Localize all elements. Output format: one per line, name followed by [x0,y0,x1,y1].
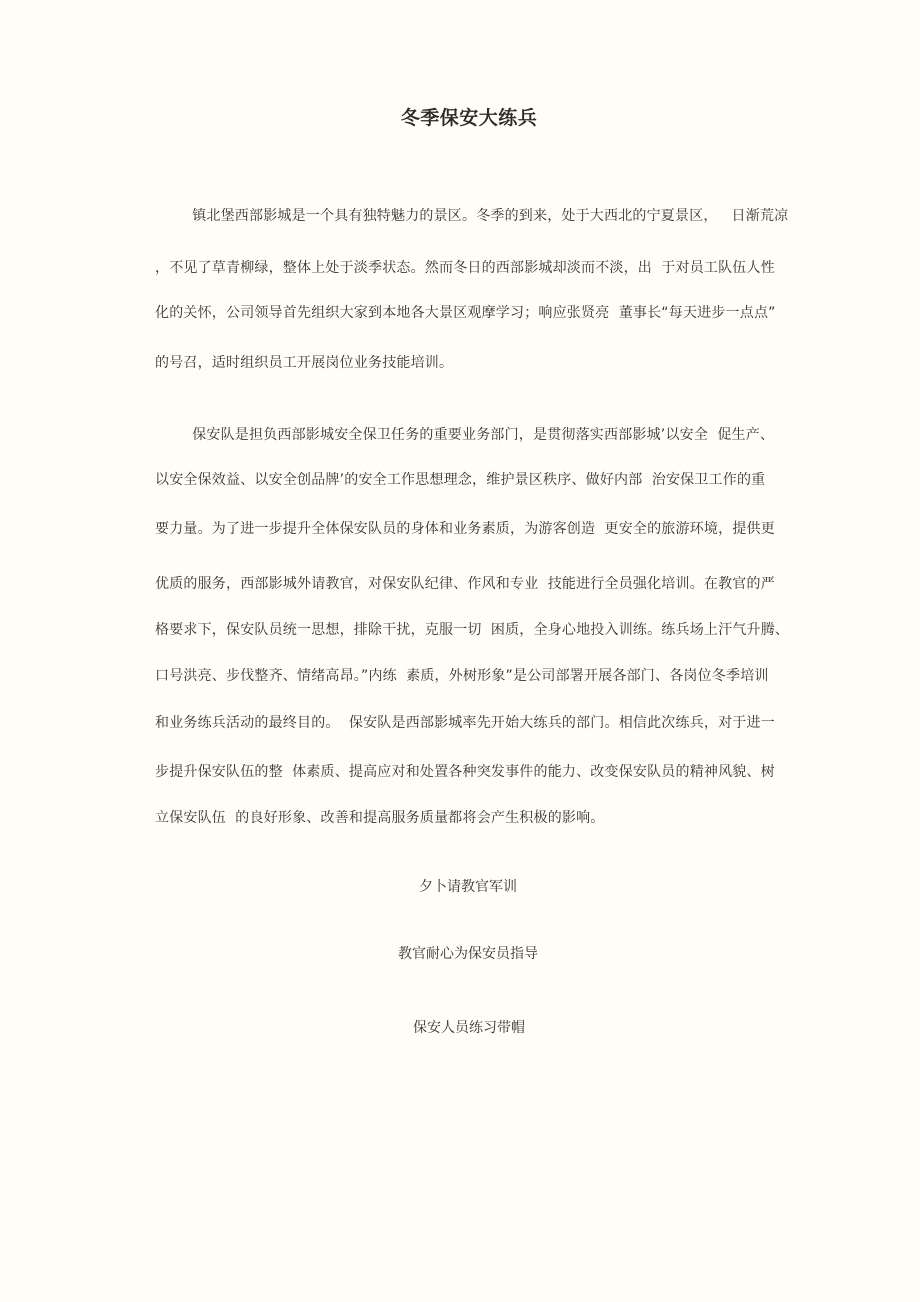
photo-caption-military-training: 夕卜请教官军训 [419,879,517,895]
paragraph-1-line-1: 镇北堡西部影城是一个具有独特魅力的景区。冬季的到来，处于大西北的宁夏景区， 日渐荒凉 [155,208,789,224]
paragraph-2-line-6: 口号洪亮、步伐整齐、情绪高昂。”内练 素质，外树形象”是公司部署开展各部门、各岗位冬季培训 [155,668,769,684]
paragraph-2-line-4: 优质的服务，西部影城外请教官，对保安队纪律、作风和专业 技能进行全员强化培训。在教官的严 [155,576,775,592]
paragraph-2-line-8: 步提升保安队伍的整 体素质、提高应对和处置各种突发事件的能力、改变保安队员的精神风貌、树 [155,764,775,780]
paragraph-2-line-1: 保安队是担负西部影城安全保卫任务的重要业务部门，是贯彻落实西部影城’以安全 促生产、 [155,427,775,443]
page-title: 冬季保安大练兵 [400,107,538,129]
paragraph-2-line-7: 和业务练兵活动的最终目的。 保安队是西部影城率先开始大练兵的部门。相信此次练兵，对于进一 [155,715,775,731]
paragraph-1-line-3: 化的关怀，公司领导首先组织大家到本地各大景区观摩学习；响应张贤亮 董事长“每天进步一点点” [155,305,776,321]
paragraph-2-line-9: 立保安队伍 的良好形象、改善和提高服务质量都将会产生积极的影响。 [155,810,605,826]
paragraph-2-line-2: 以安全保效益、以安全创品牌’的安全工作思想理念，维护景区秩序、做好内部 治安保卫工作的重 [155,472,766,488]
paragraph-1-line-2: ，不见了草青柳绿，整体上处于淡季状态。然而冬日的西部影城却淡而不淡，出 于对员工队伍人性 [155,260,775,276]
photo-caption-hat-practice: 保安人员练习带帽 [413,1020,525,1036]
paragraph-2-line-3: 要力量。为了进一步提升全体保安队员的身体和业务素质，为游客创造 更安全的旅游环境，提供更 [155,521,775,537]
photo-caption-instructor-guidance: 教官耐心为保安员指导 [398,946,538,962]
paragraph-1-line-4: 的号召，适时组织员工开展岗位业务技能培训。 [155,355,454,371]
paragraph-2-line-5: 格要求下，保安队员统一思想，排除干扰，克服一切 困质，全身心地投入训练。练兵场上汗气升腾、 [155,622,790,638]
